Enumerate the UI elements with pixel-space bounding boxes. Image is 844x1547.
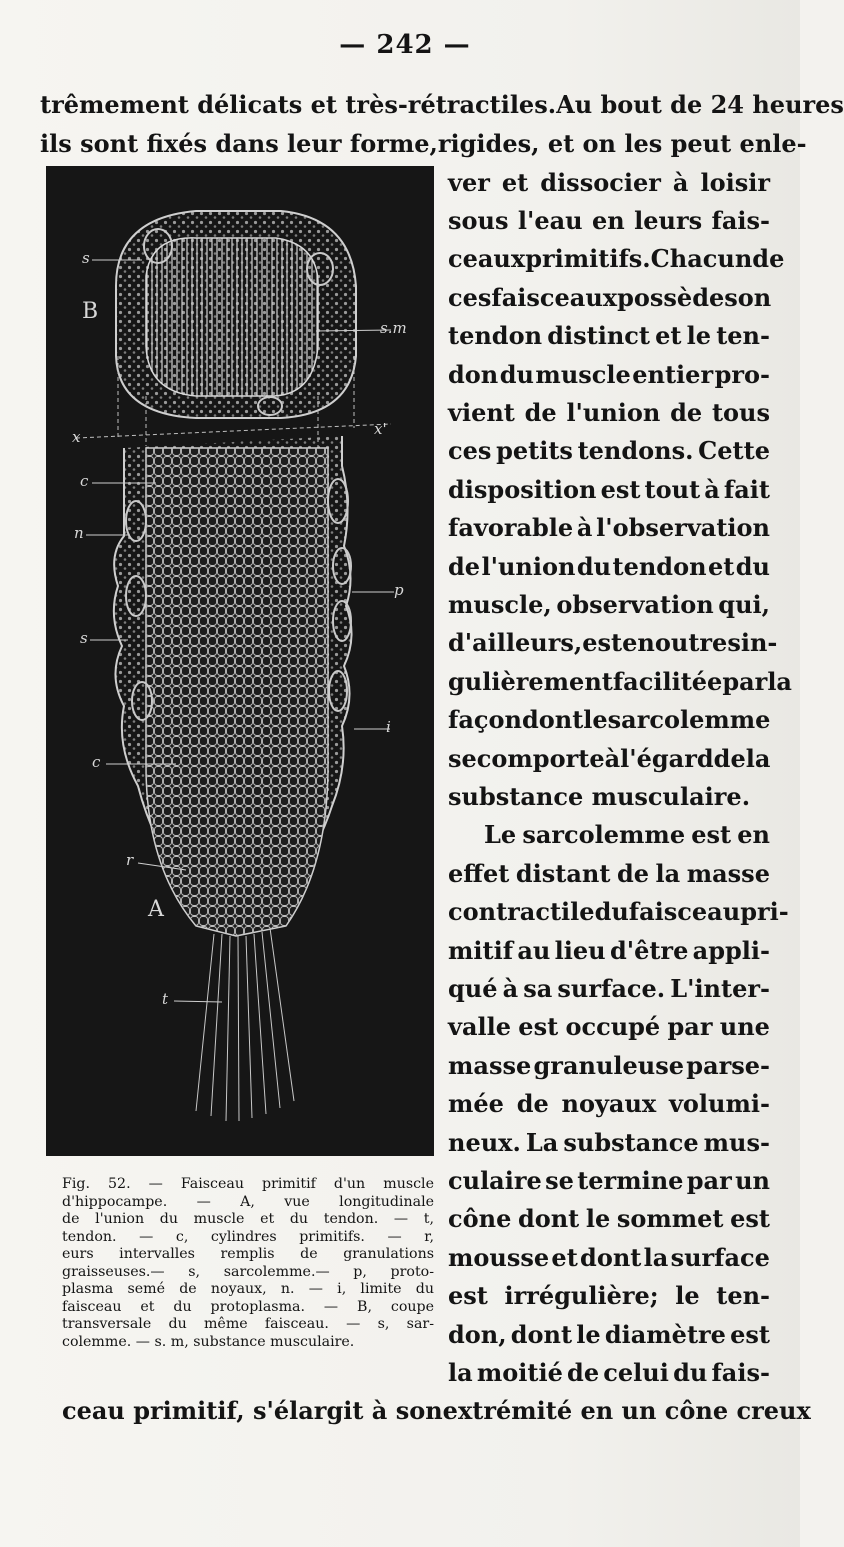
word: contractile bbox=[448, 897, 595, 926]
word: le bbox=[576, 1320, 601, 1349]
word: ten- bbox=[716, 321, 770, 350]
column-line bbox=[448, 1204, 770, 1233]
word: de bbox=[567, 1358, 600, 1387]
word: du bbox=[499, 360, 534, 389]
word: de bbox=[670, 398, 703, 427]
word: façon bbox=[448, 705, 522, 734]
word: Cette bbox=[698, 436, 770, 465]
word: une bbox=[719, 1012, 770, 1041]
caption-line: plasma semé de noyaux, n. — i, limite du bbox=[62, 1281, 434, 1297]
column-line bbox=[448, 628, 778, 657]
label-r: r bbox=[126, 851, 134, 869]
word: l'union bbox=[481, 552, 576, 581]
word: celui bbox=[603, 1358, 669, 1387]
label-i: i bbox=[386, 718, 391, 736]
column-line: substance musculaire. bbox=[448, 782, 751, 811]
word: la bbox=[745, 744, 771, 773]
word: outre bbox=[654, 628, 728, 657]
word: cône bbox=[448, 1204, 512, 1233]
word: par bbox=[686, 1166, 732, 1195]
column-line bbox=[448, 513, 770, 542]
word: sous bbox=[448, 206, 509, 235]
word: tendons. bbox=[577, 436, 694, 465]
column-line bbox=[448, 436, 770, 465]
word: don bbox=[448, 360, 499, 389]
caption-line: tendon. — c, cylindres primitifs. — r, bbox=[62, 1228, 434, 1245]
column-line bbox=[448, 1166, 770, 1195]
figure-caption bbox=[62, 1176, 434, 1351]
word: l'égard bbox=[620, 744, 714, 773]
word: qui, bbox=[718, 590, 770, 619]
word: en bbox=[592, 206, 625, 235]
column-line bbox=[448, 475, 770, 504]
label-c-mid: c bbox=[92, 753, 101, 771]
word: la bbox=[655, 859, 681, 888]
word: en bbox=[737, 820, 770, 849]
word: ten- bbox=[716, 1281, 770, 1310]
column-line bbox=[448, 321, 770, 350]
word: se bbox=[448, 744, 477, 773]
word: volumi- bbox=[668, 1089, 770, 1118]
label-b: B bbox=[82, 299, 99, 324]
word: facilitée bbox=[612, 667, 723, 696]
word: mousse bbox=[448, 1243, 550, 1272]
word: du bbox=[735, 552, 770, 581]
word: dont bbox=[580, 1243, 642, 1272]
word: dont bbox=[510, 1320, 573, 1349]
word: primitifs. bbox=[525, 244, 651, 273]
word: le bbox=[686, 321, 712, 350]
word: pro- bbox=[714, 360, 770, 389]
word: est bbox=[448, 1281, 488, 1310]
column-line bbox=[448, 168, 770, 197]
column-line bbox=[448, 590, 770, 619]
word: lieu bbox=[554, 936, 606, 965]
text-line-right: Au bout de 24 heures bbox=[556, 90, 844, 119]
column-line bbox=[448, 1012, 770, 1041]
column-line bbox=[448, 1320, 770, 1349]
word: ces bbox=[448, 436, 492, 465]
caption-line: eurs intervalles remplis de granulations bbox=[62, 1246, 434, 1262]
word: masse bbox=[448, 1051, 532, 1080]
column-line bbox=[448, 820, 770, 849]
word: de bbox=[516, 1089, 549, 1118]
caption-line: de l'union du muscle et du tendon. — t, bbox=[62, 1211, 434, 1227]
word: faisceau bbox=[628, 897, 741, 926]
word: et bbox=[501, 168, 529, 197]
word: à bbox=[576, 513, 593, 542]
word: La bbox=[525, 1128, 559, 1157]
word: tous bbox=[711, 398, 770, 427]
word: mée bbox=[448, 1089, 504, 1118]
word: du bbox=[594, 897, 629, 926]
word: parse- bbox=[686, 1051, 770, 1080]
word: du bbox=[576, 552, 612, 581]
caption-line: d'hippocampe. — A, vue longitudinale bbox=[62, 1193, 434, 1210]
word: muscle, bbox=[448, 590, 552, 619]
column-line bbox=[448, 1051, 770, 1080]
label-s-mid: s bbox=[80, 629, 88, 647]
word: dont bbox=[517, 1204, 580, 1233]
word: qué bbox=[448, 974, 498, 1003]
word: sa bbox=[523, 974, 553, 1003]
word: sarcolemme bbox=[607, 705, 771, 734]
word: pri- bbox=[740, 897, 789, 926]
text-line-left: trêmement délicats et très-rétractiles. bbox=[40, 90, 557, 119]
word: l'union bbox=[566, 398, 661, 427]
word: distant bbox=[515, 859, 611, 888]
word: la bbox=[448, 1358, 473, 1387]
text-line-right: extrémité en un cône creux bbox=[442, 1396, 811, 1425]
word: tendon bbox=[612, 552, 707, 581]
word: du bbox=[673, 1358, 708, 1387]
word: fait bbox=[723, 475, 770, 504]
label-n: n bbox=[74, 524, 84, 542]
word: Le bbox=[484, 820, 517, 849]
column-line bbox=[448, 974, 770, 1003]
word: mitif bbox=[448, 936, 514, 965]
word: à bbox=[672, 168, 689, 197]
label-p: p bbox=[394, 581, 404, 599]
word: termine bbox=[577, 1166, 684, 1195]
word: de bbox=[448, 552, 481, 581]
word: d'ailleurs, bbox=[448, 628, 583, 657]
word: est bbox=[518, 1012, 559, 1041]
word: possède bbox=[617, 283, 725, 312]
word: comporte bbox=[476, 744, 605, 773]
word: noyaux bbox=[561, 1089, 657, 1118]
muscle-fiber-illustration bbox=[46, 166, 434, 1156]
word: masse bbox=[686, 859, 770, 888]
longitudinal-view-a bbox=[114, 436, 352, 1121]
word: entier bbox=[632, 360, 714, 389]
word: fais- bbox=[711, 1358, 770, 1387]
word: diamètre bbox=[604, 1320, 726, 1349]
word: L'inter- bbox=[670, 974, 770, 1003]
column-line bbox=[448, 744, 770, 773]
word: sommet bbox=[616, 1204, 724, 1233]
word: Chacun bbox=[650, 244, 753, 273]
tendon-fibres bbox=[196, 928, 294, 1121]
word: don, bbox=[448, 1320, 507, 1349]
word: et bbox=[655, 321, 682, 350]
word: valle bbox=[448, 1012, 511, 1041]
figure-52 bbox=[46, 166, 434, 1156]
column-line bbox=[448, 859, 770, 888]
word: effet bbox=[448, 859, 510, 888]
caption-line: Fig. 52. — Faisceau primitif d'un muscle bbox=[62, 1176, 434, 1192]
word: dont bbox=[521, 705, 584, 734]
word: son bbox=[724, 283, 772, 312]
column-line bbox=[448, 283, 770, 312]
column-line bbox=[448, 206, 770, 235]
label-x-left: x bbox=[72, 428, 81, 446]
column-line bbox=[448, 1281, 770, 1310]
word: est bbox=[730, 1204, 770, 1233]
word: de bbox=[713, 744, 746, 773]
word: sin- bbox=[727, 628, 778, 657]
word: culaire bbox=[448, 1166, 542, 1195]
word: et bbox=[551, 1243, 578, 1272]
word: loisir bbox=[700, 168, 770, 197]
text-line-right: rigides, et on les peut enle- bbox=[437, 129, 807, 158]
word: par bbox=[667, 1012, 713, 1041]
transverse-section-b bbox=[116, 211, 356, 418]
word: le bbox=[583, 705, 608, 734]
word: dissocier bbox=[540, 168, 661, 197]
word: ceaux bbox=[448, 244, 526, 273]
word: l'eau bbox=[517, 206, 583, 235]
word: de bbox=[752, 244, 785, 273]
word: est bbox=[691, 820, 732, 849]
word: faisceaux bbox=[491, 283, 618, 312]
label-c-top: c bbox=[80, 472, 89, 490]
word: irrégulière; bbox=[504, 1281, 659, 1310]
word: petits bbox=[496, 436, 573, 465]
word: un bbox=[735, 1166, 770, 1195]
word: ces bbox=[448, 283, 492, 312]
column-line bbox=[448, 398, 770, 427]
word: la bbox=[643, 1243, 669, 1272]
text-line bbox=[40, 90, 844, 119]
word: muscle bbox=[535, 360, 631, 389]
word: est bbox=[582, 628, 623, 657]
text-line bbox=[40, 129, 807, 158]
word: distinct bbox=[547, 321, 650, 350]
word: en bbox=[622, 628, 655, 657]
caption-line: colemme. — s. m, substance musculaire. bbox=[62, 1333, 355, 1350]
word: au bbox=[517, 936, 551, 965]
word: granuleuse bbox=[533, 1051, 685, 1080]
label-sm: s.m bbox=[380, 319, 407, 337]
word: est bbox=[600, 475, 641, 504]
word: surface bbox=[670, 1243, 770, 1272]
column-line bbox=[448, 705, 770, 734]
word: la bbox=[767, 667, 792, 696]
word: sarcolemme bbox=[522, 820, 686, 849]
word: occupé bbox=[565, 1012, 661, 1041]
column-line bbox=[448, 897, 789, 926]
word: le bbox=[585, 1204, 611, 1233]
word: tendon bbox=[448, 321, 543, 350]
word: mus- bbox=[703, 1128, 770, 1157]
word: à bbox=[502, 974, 519, 1003]
word: gulièrement bbox=[448, 667, 613, 696]
caption-line: faisceau et du protoplasma. — B, coupe bbox=[62, 1298, 434, 1315]
text-line-left: ceau primitif, s'élargit à son bbox=[62, 1396, 443, 1425]
word: ver bbox=[448, 168, 490, 197]
column-line bbox=[448, 936, 770, 965]
word: le bbox=[675, 1281, 700, 1310]
word: leurs bbox=[634, 206, 703, 235]
word: d'être bbox=[609, 936, 689, 965]
word: et bbox=[707, 552, 735, 581]
word: vient bbox=[448, 398, 515, 427]
page-number: — 242 — bbox=[339, 30, 471, 60]
label-s-top: s bbox=[82, 249, 90, 267]
word: se bbox=[545, 1166, 574, 1195]
column-line bbox=[448, 1128, 770, 1157]
label-t: t bbox=[162, 990, 169, 1008]
word: de bbox=[616, 859, 650, 888]
label-a: A bbox=[148, 897, 164, 922]
word: neux. bbox=[448, 1128, 521, 1157]
column-line bbox=[448, 1358, 770, 1387]
word: substance bbox=[563, 1128, 699, 1157]
word: l'observation bbox=[596, 513, 770, 542]
word: à bbox=[604, 744, 621, 773]
word: moitié bbox=[476, 1358, 563, 1387]
word: observation bbox=[556, 590, 714, 619]
label-x-right: x' bbox=[374, 420, 387, 438]
word: surface. bbox=[557, 974, 666, 1003]
column-line bbox=[448, 360, 770, 389]
word: est bbox=[730, 1320, 770, 1349]
word: favorable bbox=[448, 513, 574, 542]
word: tout bbox=[644, 475, 701, 504]
caption-line: graisseuses.— s, sarcolemme.— p, proto- bbox=[62, 1263, 434, 1280]
word: par bbox=[722, 667, 768, 696]
column-line bbox=[448, 1089, 770, 1118]
column-line bbox=[448, 1243, 770, 1272]
word: à bbox=[704, 475, 720, 504]
caption-line: transversale du même faisceau. — s, sar- bbox=[62, 1316, 434, 1332]
column-line bbox=[448, 244, 785, 273]
column-line bbox=[448, 552, 770, 581]
column-line bbox=[448, 667, 792, 696]
text-line bbox=[62, 1396, 811, 1425]
word: de bbox=[524, 398, 557, 427]
word: appli- bbox=[692, 936, 770, 965]
word: fais- bbox=[711, 206, 770, 235]
text-line-left: ils sont fixés dans leur forme, bbox=[40, 129, 438, 158]
word: disposition bbox=[448, 475, 597, 504]
